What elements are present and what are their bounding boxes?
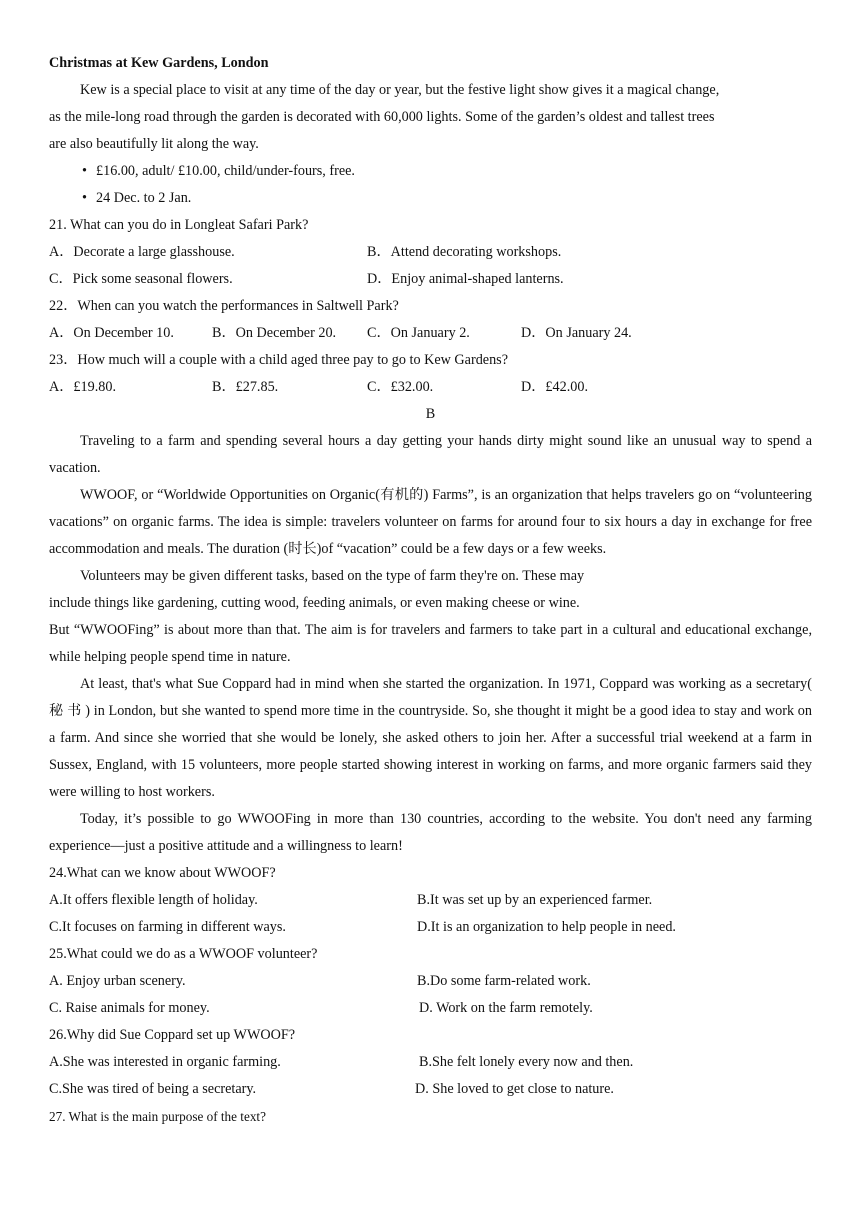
section-heading: B (425, 406, 436, 422)
option-a: A.She was interested in organic farming. (49, 1054, 281, 1070)
option-c: C．On January 2. (367, 325, 470, 341)
option-c: C. Raise animals for money. (49, 1000, 210, 1016)
option-d: D. Work on the farm remotely. (419, 1000, 593, 1016)
option-d: D．Enjoy animal-shaped lanterns. (367, 271, 564, 287)
exam-page (49, 50, 812, 1130)
option-a: A.It offers flexible length of holiday. (49, 892, 258, 908)
option-row (49, 320, 812, 347)
date-bullet (49, 185, 812, 212)
question-stem: 23．How much will a couple with a child aged three pay to go to Kew Gardens? (49, 352, 508, 368)
question-stem: 26.Why did Sue Coppard set up WWOOF? (49, 1027, 296, 1043)
question-stem: 22．When can you watch the performances in Saltwell Park? (49, 298, 399, 314)
option-a: A．Decorate a large glasshouse. (49, 244, 235, 260)
paragraph-line: are also beautifully lit along the way. (49, 136, 259, 152)
option-row (49, 887, 812, 914)
bullet-text: 24 Dec. to 2 Jan. (96, 190, 192, 206)
option-a: A. Enjoy urban scenery. (49, 973, 186, 989)
question-stem: 24.What can we know about WWOOF? (49, 865, 276, 881)
paragraph: WWOOF, or “Worldwide Opportunities on Organic(有机的) Farms”, is an organization that helps travelers go on “volunteering vacations” on organic farms. The idea is simple: travelers volunteer on farms for around four to six hours a day in exchange for free accommodation and meals. The duration (时长)of “vacation” could be a few days or a few weeks. (49, 487, 812, 557)
question-stem: 25.What could we do as a WWOOF volunteer? (49, 946, 318, 962)
paragraph-line: Volunteers may be given different tasks, based on the type of farm they're on. These may (80, 568, 585, 584)
bullet-icon: • (82, 190, 87, 206)
option-c: C．Pick some seasonal flowers. (49, 271, 233, 287)
option-row (49, 995, 812, 1022)
option-c: C.It focuses on farming in different ways. (49, 919, 286, 935)
option-d: D．On January 24. (521, 325, 632, 341)
option-row (49, 239, 812, 266)
option-row (49, 968, 812, 995)
option-a: A．On December 10. (49, 325, 174, 341)
question-stem: 21. What can you do in Longleat Safari Park? (49, 217, 309, 233)
option-c: C.She was tired of being a secretary. (49, 1081, 257, 1097)
paragraph: But “WWOOFing” is about more than that. The aim is for travelers and farmers to take part in a cultural and educational exchange, while helping people spend time in nature. (49, 622, 812, 665)
paragraph: Traveling to a farm and spending several hours a day getting your hands dirty might sound like an unusual way to spend a vacation. (49, 433, 812, 476)
option-b: B.Do some farm-related work. (417, 973, 591, 989)
option-a: A．£19.80. (49, 379, 116, 395)
option-b: B．£27.85. (212, 379, 279, 395)
option-b: B.It was set up by an experienced farmer. (417, 892, 653, 908)
question-stem: 27. What is the main purpose of the text? (49, 1109, 266, 1124)
paragraph-line: include things like gardening, cutting wood, feeding animals, or even making cheese or wine. (49, 595, 580, 611)
price-bullet (49, 158, 812, 185)
option-row (49, 1049, 812, 1076)
bullet-icon: • (82, 163, 87, 179)
option-d: D．£42.00. (521, 379, 588, 395)
option-row (49, 374, 812, 401)
option-d: D. She loved to get close to nature. (415, 1081, 614, 1097)
paragraph: Today, it’s possible to go WWOOFing in more than 130 countries, according to the website. You don't need any farming experience—just a positive attitude and a willingness to learn! (49, 811, 812, 854)
option-row (49, 914, 812, 941)
option-c: C．£32.00. (367, 379, 434, 395)
option-b: B．On December 20. (212, 325, 337, 341)
paragraph: At least, that's what Sue Coppard had in mind when she started the organization. In 1971, Coppard was working as a secretary( 秘 书 ) in London, but she wanted to spend more time in the countryside. So, she thought it might be a good idea to stay and work on a farm. And since she worried that she would be lonely, she asked others to join her. After a successful trial weekend at a farm in Sussex, England, with 15 volunteers, more people started showing interest in working on farms, and more organic farmers said they were willing to host workers. (49, 676, 812, 800)
option-row (49, 266, 812, 293)
option-b: B．Attend decorating workshops. (367, 244, 562, 260)
option-row (49, 1076, 812, 1103)
paragraph-line: Kew is a special place to visit at any time of the day or year, but the festive light show gives it a magical change, (80, 82, 720, 98)
option-b: B.She felt lonely every now and then. (419, 1054, 634, 1070)
option-d: D.It is an organization to help people in need. (417, 919, 676, 935)
paragraph-line: as the mile-long road through the garden is decorated with 60,000 lights. Some of the garden’s oldest and tallest trees (49, 109, 715, 125)
section-title: Christmas at Kew Gardens, London (49, 55, 269, 71)
bullet-text: £16.00, adult/ £10.00, child/under-fours, free. (96, 163, 355, 179)
